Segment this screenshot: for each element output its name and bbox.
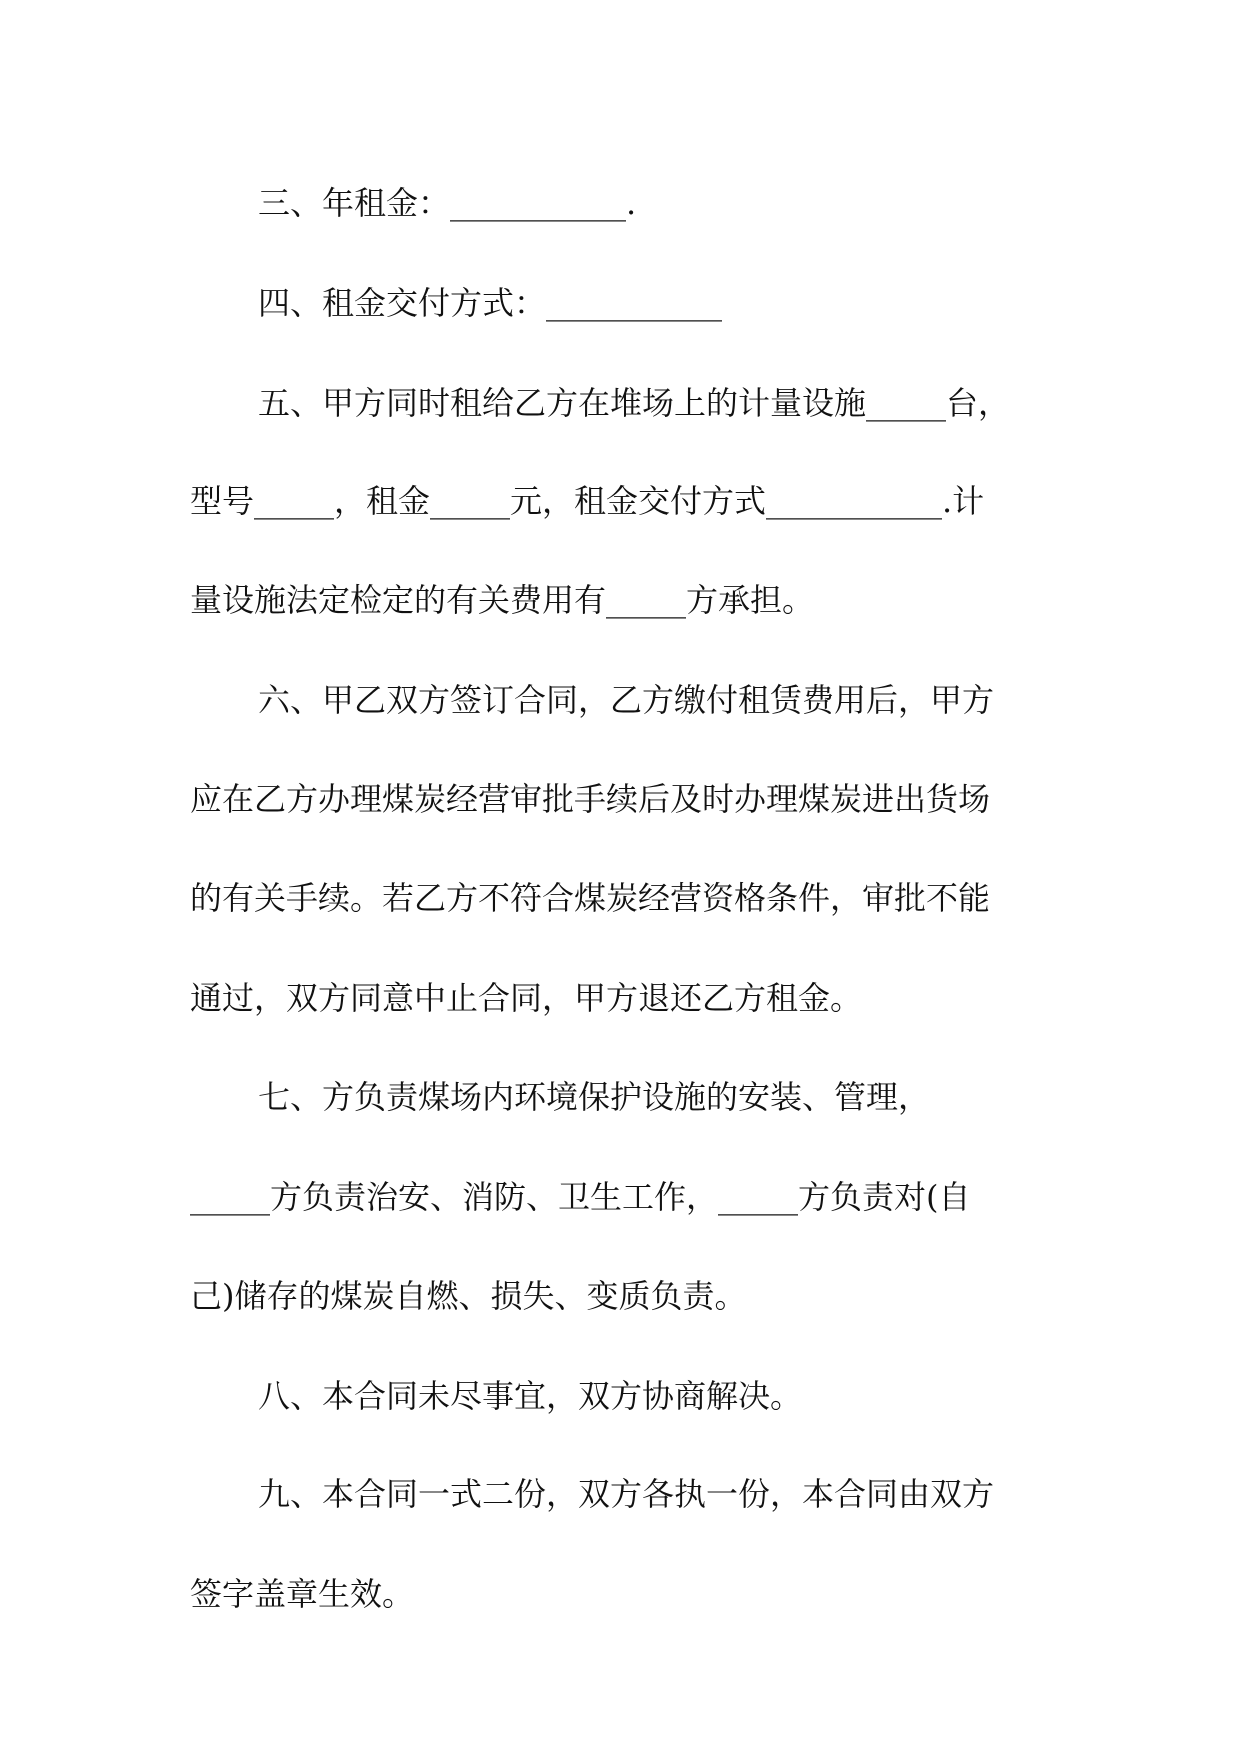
clause-7-line-2: _____方负责治安、消防、卫生工作，_____方负责对(自: [190, 1178, 971, 1216]
clause-4-rent-payment-method: 四、租金交付方式：___________: [258, 284, 723, 322]
clause-6-line-1: 六、甲乙双方签订合同，乙方缴付租赁费用后，甲方: [258, 681, 995, 719]
clause-7-line-1: 七、方负责煤场内环境保护设施的安装、管理，: [258, 1078, 931, 1116]
clause-9-line-1: 九、本合同一式二份，双方各执一份，本合同由双方: [258, 1475, 995, 1513]
clause-5-line-3: 量设施法定检定的有关费用有_____方承担。: [190, 581, 815, 619]
clause-7-line-3: 己)储存的煤炭自燃、损失、变质负责。: [190, 1277, 747, 1315]
clause-5-line-2: 型号_____，租金_____元，租金交付方式___________.计: [190, 482, 985, 520]
clause-8: 八、本合同未尽事宜，双方协商解决。: [258, 1377, 803, 1415]
clause-5-line-1: 五、甲方同时租给乙方在堆场上的计量设施_____台，: [258, 384, 1011, 422]
clause-3-annual-rent: 三、年租金：___________.: [258, 184, 637, 222]
clause-6-line-3: 的有关手续。若乙方不符合煤炭经营资格条件，审批不能: [190, 879, 991, 917]
clause-6-line-4: 通过，双方同意中止合同，甲方退还乙方租金。: [190, 979, 863, 1017]
clause-6-line-2: 应在乙方办理煤炭经营审批手续后及时办理煤炭进出货场: [190, 780, 991, 818]
clause-9-line-2: 签字盖章生效。: [190, 1575, 415, 1613]
